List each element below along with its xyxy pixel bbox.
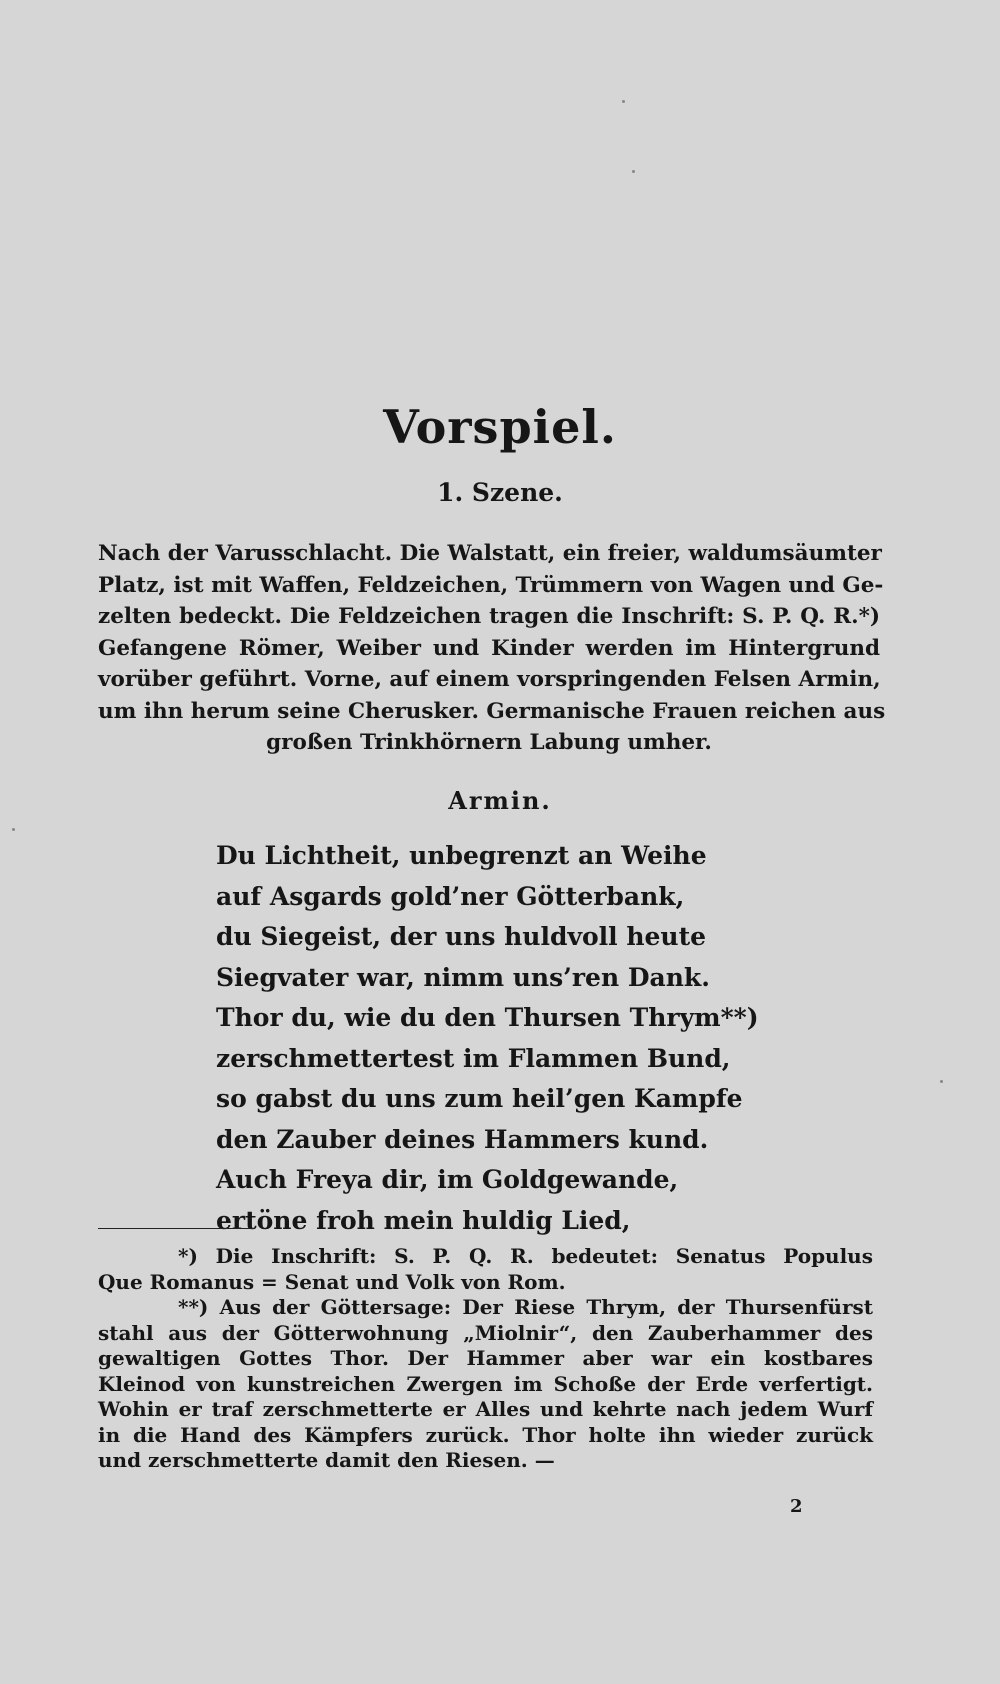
footnotes — [98, 1244, 873, 1474]
verse-line: Thor du, wie du den Thursen Thrym**) — [216, 1003, 759, 1032]
footnote-line: *) Die Inschrift: S. P. Q. R. bedeutet: Senatus Populus — [178, 1244, 873, 1268]
footnote-line: gewaltigen Gottes Thor. Der Hammer aber war ein kostbares — [98, 1346, 873, 1370]
verse-block — [216, 836, 759, 1241]
verse-line: Auch Freya dir, im Goldgewande, — [216, 1165, 679, 1194]
stage-direction-line: um ihn herum seine Cherusker. Germanische Frauen reichen aus — [98, 698, 886, 724]
footnote-divider — [98, 1228, 254, 1229]
verse-line: Siegvater war, nimm uns’ren Dank. — [216, 962, 710, 992]
verse-line: so gabst du uns zum heil’gen Kampfe — [216, 1084, 743, 1113]
stage-direction-line: vorüber geführt. Vorne, auf einem vorspringenden Felsen Armin, — [98, 667, 881, 692]
scene-heading: 1. Szene. — [437, 478, 563, 507]
stage-direction-line: Nach der Varusschlacht. Die Walstatt, ein freier, waldumsäumter — [98, 541, 882, 566]
page-number: 2 — [790, 1496, 803, 1517]
footnote-line: in die Hand des Kämpfers zurück. Thor holte ihn wieder zurück — [98, 1422, 873, 1447]
verse-line: du Siegeist, der uns huldvoll heute — [216, 922, 707, 951]
stage-direction-line: zelten bedeckt. Die Feldzeichen tragen die Inschrift: S. P. Q. R.*) — [98, 604, 880, 629]
paper-speck — [622, 100, 625, 103]
stage-direction-line: großen Trinkhörnern Labung umher. — [266, 730, 712, 755]
footnote-line: Que Romanus = Senat und Volk von Rom. — [98, 1269, 566, 1294]
verse-line: zerschmettertest im Flammen Bund, — [216, 1043, 731, 1073]
footnote-line: Wohin er traf zerschmetterte er Alles und kehrte nach jedem Wurf — [98, 1397, 873, 1421]
speaker-name: Armin. — [448, 786, 552, 815]
footnote-line: und zerschmetterte damit den Riesen. — — [98, 1448, 555, 1472]
footnote — [98, 1295, 873, 1474]
paper-speck — [12, 828, 15, 831]
stage-direction-line: Gefangene Römer, Weiber und Kinder werden im Hintergrund — [98, 635, 880, 661]
stage-direction-line: Platz, ist mit Waffen, Feldzeichen, Trümmern von Wagen und Ge- — [98, 572, 884, 598]
stage-direction — [98, 538, 886, 759]
footnote — [98, 1244, 873, 1295]
verse-line: ertöne froh mein huldig Lied, — [216, 1205, 631, 1235]
footnote-line: Kleinod von kunstreichen Zwergen im Schoße der Erde verfertigt. — [98, 1371, 873, 1396]
verse-line: den Zauber deines Hammers kund. — [216, 1124, 709, 1154]
paper-speck — [940, 1080, 943, 1083]
section-title: Vorspiel. — [383, 400, 617, 454]
paper-speck — [632, 170, 635, 173]
footnote-line: **) Aus der Göttersage: Der Riese Thrym, der Thursenfürst — [178, 1295, 873, 1319]
verse-line: Du Lichtheit, unbegrenzt an Weihe — [216, 841, 707, 870]
verse-line: auf Asgards gold’ner Götterbank, — [216, 881, 685, 911]
footnote-line: stahl aus der Götterwohnung „Miolnir“, den Zauberhammer des — [98, 1320, 873, 1345]
